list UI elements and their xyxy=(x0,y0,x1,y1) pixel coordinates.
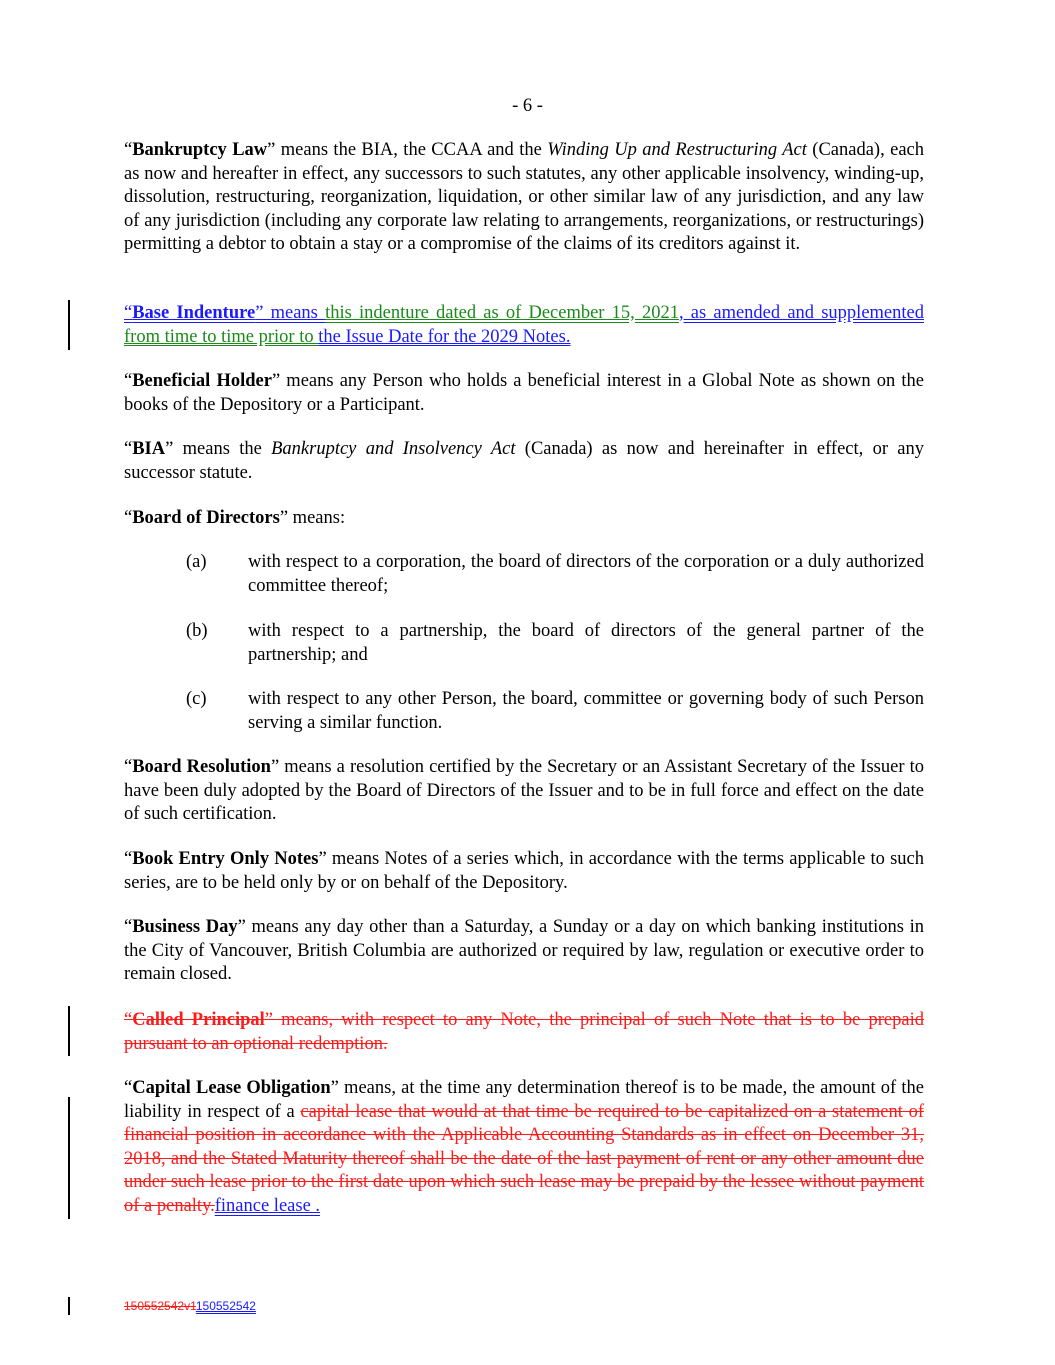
item-label: (b) xyxy=(186,621,208,641)
inserted-doc-id: 150552542 xyxy=(195,1299,256,1313)
deleted-doc-id: 150552542v1 xyxy=(124,1299,196,1313)
change-bar xyxy=(68,1097,70,1219)
change-bar xyxy=(68,1006,70,1056)
inserted-text: finance lease . xyxy=(214,1195,321,1216)
definition-called-principal-deleted: “Called Principal” means, with respect to any Note, the principal of such Note that is to be prepaid pursuant to an optional redemption. xyxy=(124,1010,924,1054)
item-text: with respect to a partnership, the board of directors of the general partner of the partnership; and xyxy=(248,621,924,665)
term-beneficial-holder: Beneficial Holder xyxy=(132,371,272,391)
term-board-resolution: Board Resolution xyxy=(132,757,271,777)
definition-book-entry-only-notes: “Book Entry Only Notes” means Notes of a series which, in accordance with the terms applicable to such series, are to be held only by or on behalf of the Depository. xyxy=(124,849,924,893)
change-bar xyxy=(68,1297,70,1315)
definition-bia: “BIA” means the Bankruptcy and Insolvency Act (Canada) as now and hereinafter in effect, or any successor statute. xyxy=(124,439,925,483)
list-item xyxy=(124,620,924,667)
definition-capital-lease-obligation: “Capital Lease Obligation” means, at the time any determination thereof is to be made, the amount of the liability in respect of a capital lease that would at that time be required to be capitalized on a statement of financial position in accordance with the Applicable Accounting Standards as in effect on December 31, 2018, and the Stated Maturity thereof shall be the date of the last payment of rent or any other amount due under such lease prior to the first date upon which such lease may be prepaid by the lessee without payment of a penalty.finance lease . xyxy=(124,1078,924,1216)
list-item xyxy=(124,551,924,598)
term-called-principal: Called Principal xyxy=(132,1010,265,1030)
document-id-footer xyxy=(124,1299,256,1313)
term-book-entry-only-notes: Book Entry Only Notes xyxy=(132,849,319,869)
definition-bankruptcy-law: “Bankruptcy Law” means the BIA, the CCAA and the Winding Up and Restructuring Act (Canada), each as now and hereafter in effect, any successors to such statutes, any other applicable insolvency, winding-up, dissolution, restructuring, reorganization, liquidation, or other similar law of any jurisdiction, and any law of any jurisdiction (including any corporate law relating to arrangements, reorganizations, or restructurings) permitting a debtor to obtain a stay or a compromise of the claims of its creditors against it. xyxy=(124,140,924,255)
item-text: with respect to a corporation, the board of directors of the corporation or a duly authorized committee thereof; xyxy=(248,552,924,596)
term-board-of-directors: Board of Directors xyxy=(132,508,280,528)
act-name: Winding Up and Restructuring Act xyxy=(547,140,807,160)
term-bankruptcy-law: Bankruptcy Law xyxy=(132,140,268,160)
item-label: (c) xyxy=(186,689,207,709)
item-label: (a) xyxy=(186,552,207,572)
definition-business-day: “Business Day” means any day other than a Saturday, a Sunday or a day on which banking institutions in the City of Vancouver, British Columbia are authorized or required by law, regulation or executive order to remain closed. xyxy=(124,917,924,985)
page-number: - 6 - xyxy=(512,96,543,116)
list-item xyxy=(124,688,924,735)
term-bia: BIA xyxy=(132,439,166,459)
definition-board-resolution: “Board Resolution” means a resolution certified by the Secretary or an Assistant Secretary of the Issuer to have been duly adopted by the Board of Directors of the Issuer and to be in full force and effect on the date of such certification. xyxy=(124,757,924,825)
deleted-text: capital lease that would at that time be required to be capitalized on a statement of financial position in accordance with the Applicable Accounting Standards as in effect on December 31, 2018, and the Stated Maturity thereof shall be the date of the last payment of rent or any other amount due under such lease prior to the first date upon which such lease may be prepaid by the lessee without payment of a penalty. xyxy=(124,1101,924,1216)
act-name: Bankruptcy and Insolvency Act xyxy=(271,439,516,459)
term-capital-lease-obligation: Capital Lease Obligation xyxy=(132,1078,331,1098)
definition-beneficial-holder: “Beneficial Holder” means any Person who holds a beneficial interest in a Global Note as shown on the books of the Depository or a Participant. xyxy=(124,371,924,415)
definition-base-indenture: “Base Indenture” means this indenture dated as of December 15, 2021, as amended and supplemented from time to time prior to the Issue Date for the 2029 Notes. xyxy=(124,303,924,347)
term-business-day: Business Day xyxy=(132,917,238,937)
change-bar xyxy=(68,300,70,350)
term-base-indenture: Base Indenture xyxy=(132,303,256,323)
item-text: with respect to any other Person, the board, committee or governing body of such Person serving a similar function. xyxy=(248,689,924,733)
definition-board-of-directors: “Board of Directors” means: xyxy=(124,508,346,528)
